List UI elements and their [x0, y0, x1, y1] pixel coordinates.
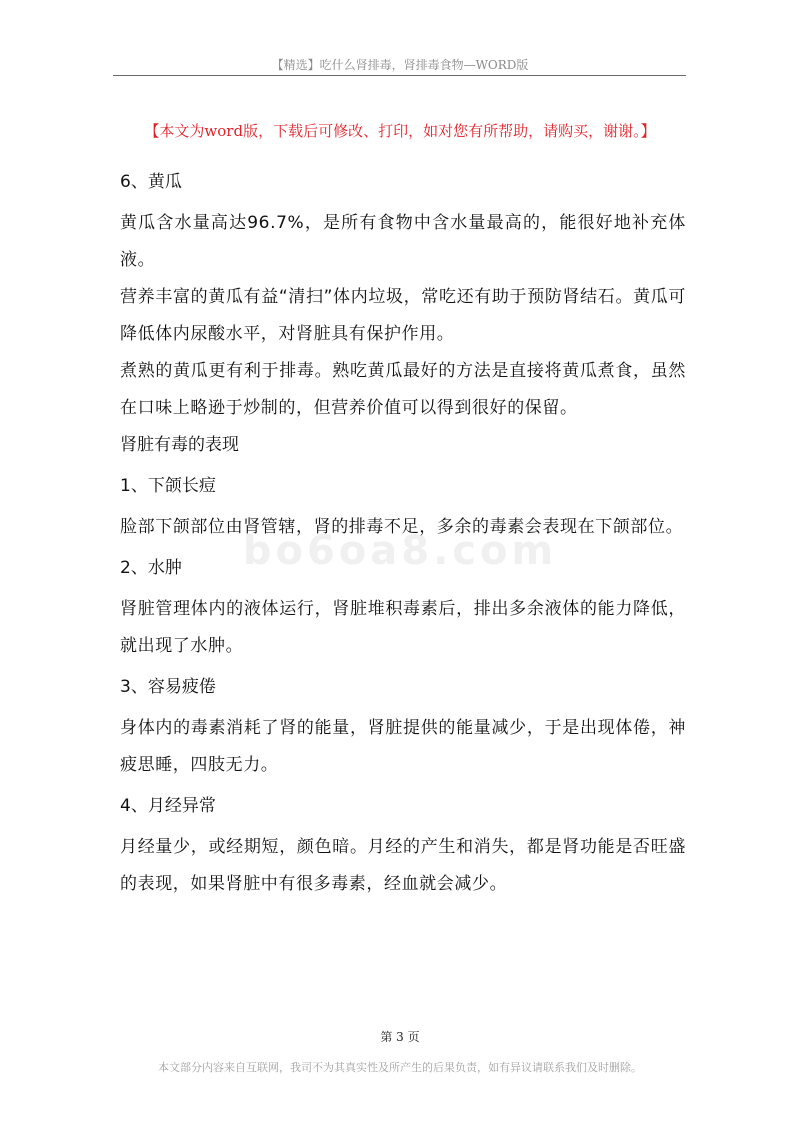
paragraph-fatigue: 身体内的毒素消耗了肾的能量，肾脏提供的能量减少，于是出现体倦，神疲思睡，四肢无力。 — [120, 718, 686, 775]
item-heading-jaw-acne: 1、下颌长痘 — [120, 476, 216, 496]
page-number: 第 3 页 — [380, 1030, 420, 1044]
paragraph-jaw-acne: 脸部下颌部位由肾管辖，肾的排毒不足，多余的毒素会表现在下颌部位。 — [120, 517, 684, 537]
paragraph-edema: 肾脏管理体内的液体运行，肾脏堆积毒素后，排出多余液体的能力降低，就出现了水肿。 — [120, 599, 686, 656]
paragraph-cucumber-cooked: 煮熟的黄瓜更有利于排毒。熟吃黄瓜最好的方法是直接将黄瓜煮食，虽然在口味上略逊于炒制的，但营养价值可以得到很好的保留。 — [120, 361, 686, 418]
download-notice: 【本文为word版，下载后可修改、打印，如对您有所帮助，请购买，谢谢。】 — [144, 122, 656, 140]
section-heading-cucumber: 6、黄瓜 — [120, 172, 182, 192]
paragraph-cucumber-water: 黄瓜含水量高达96.7%，是所有食物中含水量最高的，能很好地补充体液。 — [120, 213, 686, 270]
item-heading-fatigue: 3、容易疲倦 — [120, 677, 216, 697]
footer-disclaimer: 本文部分内容来自互联网，我司不为其真实性及所产生的后果负责，如有异议请联系我们及时删除。 — [158, 1061, 642, 1074]
item-heading-edema: 2、水肿 — [120, 558, 182, 578]
item-heading-menstrual: 4、月经异常 — [120, 796, 216, 816]
watermark: bo6oa8.com — [242, 528, 558, 574]
document-body — [120, 164, 686, 903]
paragraph-menstrual: 月经量少，或经期短，颜色暗。月经的产生和消失，都是肾功能是否旺盛的表现，如果肾脏中有很多毒素，经血就会减少。 — [120, 837, 686, 894]
page-header: 【精选】吃什么肾排毒，肾排毒食物—WORD版 — [271, 58, 529, 72]
header-divider — [113, 75, 686, 76]
section-heading-kidney-toxins: 肾脏有毒的表现 — [120, 435, 239, 455]
paragraph-cucumber-nutrition: 营养丰富的黄瓜有益“清扫”体内垃圾，常吃还有助于预防肾结石。黄瓜可降低体内尿酸水平，对肾脏具有保护作用。 — [120, 287, 686, 344]
